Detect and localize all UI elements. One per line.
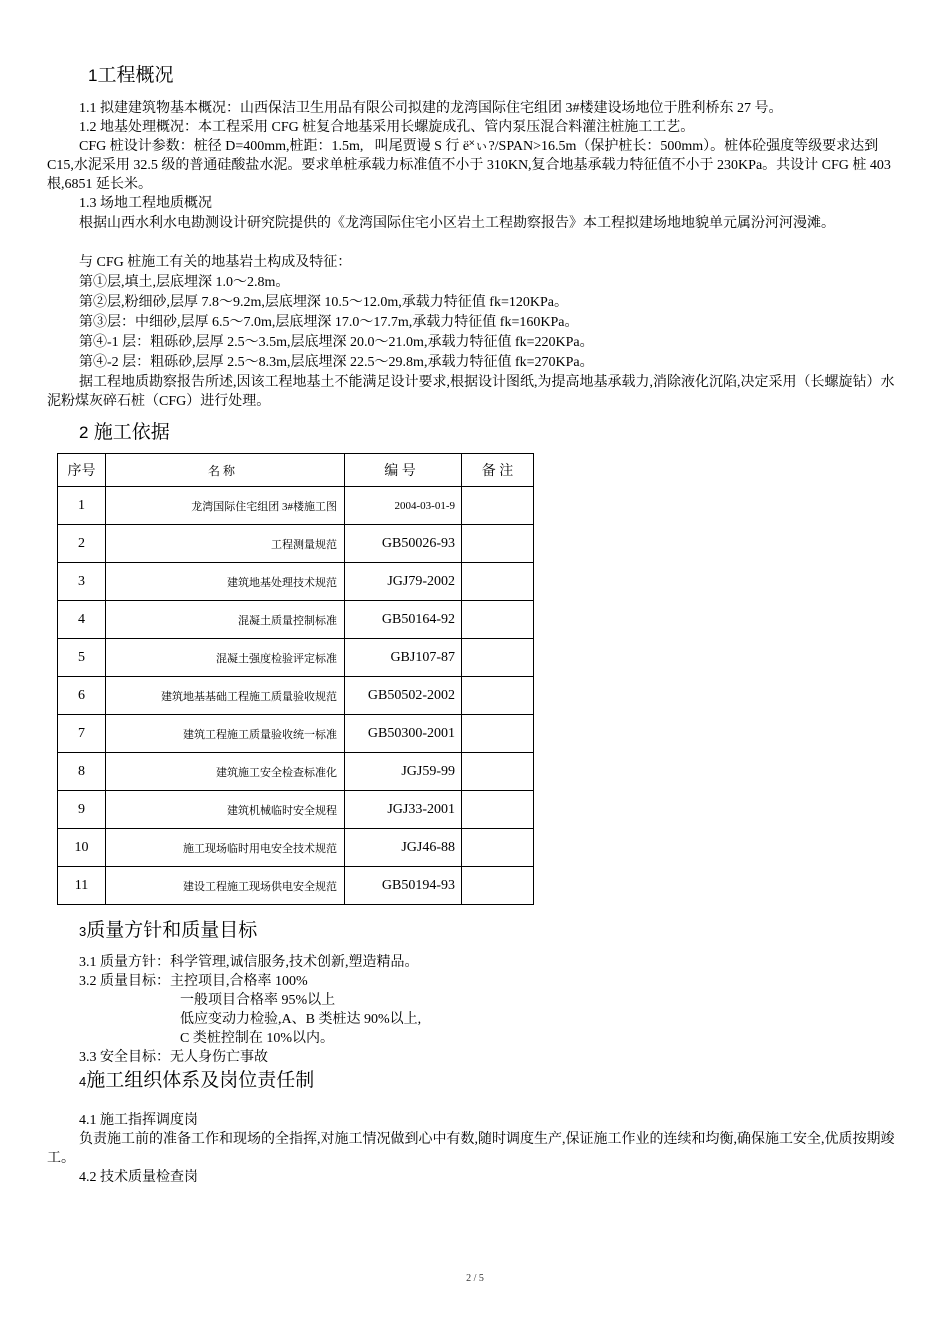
row-code: GB50502-2002 — [345, 677, 462, 715]
soil-layer: 第④-2 层：粗砾砂,层厚 2.5～8.3m,层底埋深 22.5～29.8m,承载力特征值 fk=270KPa。 — [79, 355, 594, 370]
row-note — [462, 601, 534, 639]
row-note — [462, 791, 534, 829]
quality-policy: 3.1 质量方针：科学管理,诚信服务,技术创新,塑造精品。 — [79, 955, 419, 970]
row-note — [462, 715, 534, 753]
page-number: 2 / 5 — [466, 1273, 484, 1284]
soil-layer: 第③层：中细砂,层厚 6.5～7.0m,层底埋深 17.0～17.7m,承载力特征值 fk=160KPa。 — [79, 315, 579, 330]
section-4-heading — [79, 1065, 314, 1092]
section-number: 4 — [79, 1074, 87, 1089]
row-seq: 6 — [58, 677, 106, 715]
table-row — [58, 753, 534, 791]
section-title: 施工依据 — [93, 422, 170, 443]
table-row — [58, 791, 534, 829]
section-number: 3 — [79, 924, 87, 939]
cfg-design-parameters: CFG 桩设计参数：桩径 D=400mm,桩距：1.5m,叫尾贾谩 S 行 ё˟ぃ?/SPAN>16.5m（保护桩长：500mm）。桩体砼强度等级要求达到 C15,水泥采用 32.5 级的普通硅酸盐水泥。要求单桩承载力标准值不小于 310KN,复合地基承载力特征值不小于 230KPa。共设计 CFG 桩 403 根,6851 延长米。 — [47, 139, 891, 192]
row-seq: 3 — [58, 563, 106, 601]
row-code: 2004-03-01-9 — [345, 487, 462, 525]
row-name: 龙湾国际住宅组团 3#楼施工图 — [106, 487, 345, 525]
row-seq: 7 — [58, 715, 106, 753]
soil-intro: 与 CFG 桩施工有关的地基岩土构成及特征： — [79, 255, 352, 270]
soil-layer: 第②层,粉细砂,层厚 7.8～9.2m,层底埋深 10.5～12.0m,承载力特征值 fk=120KPa。 — [79, 295, 568, 310]
row-note — [462, 563, 534, 601]
row-code: GB50026-93 — [345, 525, 462, 563]
section-3-heading — [79, 915, 257, 942]
row-note — [462, 829, 534, 867]
table-row — [58, 525, 534, 563]
row-name: 建筑工程施工质量验收统一标准 — [106, 715, 345, 753]
row-name: 建筑地基处理技术规范 — [106, 563, 345, 601]
row-seq: 11 — [58, 867, 106, 905]
row-name: 建设工程施工现场供电安全规范 — [106, 867, 345, 905]
table-row — [58, 563, 534, 601]
header-seq: 序号 — [58, 454, 106, 487]
section-title: 质量方针和质量目标 — [86, 920, 258, 941]
section-2-heading — [79, 417, 170, 444]
paragraph-4-2-heading: 4.2 技术质量检查岗 — [79, 1170, 198, 1185]
table-row — [58, 867, 534, 905]
row-code: JGJ46-88 — [345, 829, 462, 867]
quality-target: C 类桩控制在 10%以内。 — [180, 1031, 334, 1046]
row-code: JGJ59-99 — [345, 753, 462, 791]
paragraph-4-1-heading: 4.1 施工指挥调度岗 — [79, 1113, 198, 1128]
paragraph-1-3: 1.3 场地工程地质概况 — [79, 196, 212, 211]
row-seq: 9 — [58, 791, 106, 829]
paragraph-1-1: 1.1 拟建建筑物基本概况：山西保洁卫生用品有限公司拟建的龙湾国际住宅组团 3#楼建设场地位于胜利桥东 27 号。 — [79, 101, 783, 116]
row-note — [462, 639, 534, 677]
geology-overview: 根据山西水利水电勘测设计研究院提供的《龙湾国际住宅小区岩土工程勘察报告》本工程拟建场地地貌单元属汾河河漫滩。 — [79, 216, 835, 231]
section-number: 1 — [88, 66, 98, 85]
table-row — [58, 829, 534, 867]
row-code: GB50164-92 — [345, 601, 462, 639]
row-seq: 8 — [58, 753, 106, 791]
row-note — [462, 525, 534, 563]
section-number: 2 — [79, 423, 89, 442]
geology-conclusion: 据工程地质勘察报告所述,因该工程地基土不能满足设计要求,根据设计图纸,为提高地基承载力,消除液化沉陷,决定采用（长螺旋钻）水泥粉煤灰碎石桩（CFG）进行处理。 — [47, 375, 895, 409]
soil-layer: 第①层,填土,层底埋深 1.0～2.8m。 — [79, 275, 290, 290]
row-code: GBJ107-87 — [345, 639, 462, 677]
quality-target: 低应变动力检验,A、B 类桩达 90%以上, — [180, 1012, 422, 1027]
section-1-heading — [88, 60, 173, 87]
header-name: 名 称 — [106, 454, 345, 487]
row-name: 混凝土强度检验评定标准 — [106, 639, 345, 677]
row-name: 施工现场临时用电安全技术规范 — [106, 829, 345, 867]
table-row — [58, 639, 534, 677]
row-seq: 4 — [58, 601, 106, 639]
row-seq: 10 — [58, 829, 106, 867]
row-name: 建筑机械临时安全规程 — [106, 791, 345, 829]
header-note: 备 注 — [462, 454, 534, 487]
row-code: JGJ33-2001 — [345, 791, 462, 829]
row-seq: 1 — [58, 487, 106, 525]
paragraph-4-1-text: 负责施工前的准备工作和现场的全指挥,对施工情况做到心中有数,随时调度生产,保证施工作业的连续和均衡,确保施工安全,优质按期竣工。 — [47, 1132, 895, 1166]
row-code: GB50300-2001 — [345, 715, 462, 753]
quality-target: 一般项目合格率 95%以上 — [180, 993, 336, 1008]
standards-table — [57, 453, 534, 905]
table-row — [58, 487, 534, 525]
row-seq: 5 — [58, 639, 106, 677]
table-header-row — [58, 454, 534, 487]
row-seq: 2 — [58, 525, 106, 563]
row-name: 建筑施工安全检查标准化 — [106, 753, 345, 791]
header-code: 编 号 — [345, 454, 462, 487]
row-note — [462, 487, 534, 525]
quality-target-label: 3.2 质量目标：主控项目,合格率 100% — [79, 974, 308, 989]
table-row — [58, 601, 534, 639]
row-note — [462, 867, 534, 905]
table-row — [58, 715, 534, 753]
row-note — [462, 753, 534, 791]
section-title: 施工组织体系及岗位责任制 — [86, 1070, 315, 1091]
row-name: 建筑地基基础工程施工质量验收规范 — [106, 677, 345, 715]
row-note — [462, 677, 534, 715]
table-row — [58, 677, 534, 715]
row-code: GB50194-93 — [345, 867, 462, 905]
soil-layer: 第④-1 层：粗砾砂,层厚 2.5～3.5m,层底埋深 20.0～21.0m,承载力特征值 fk=220KPa。 — [79, 335, 594, 350]
paragraph-1-2: 1.2 地基处理概况：本工程采用 CFG 桩复合地基采用长螺旋成孔、管内泵压混合料灌注桩施工工艺。 — [79, 120, 695, 135]
row-code: JGJ79-2002 — [345, 563, 462, 601]
safety-target: 3.3 安全目标：无人身伤亡事故 — [79, 1050, 268, 1065]
row-name: 工程测量规范 — [106, 525, 345, 563]
section-title: 工程概况 — [97, 65, 174, 86]
row-name: 混凝土质量控制标准 — [106, 601, 345, 639]
